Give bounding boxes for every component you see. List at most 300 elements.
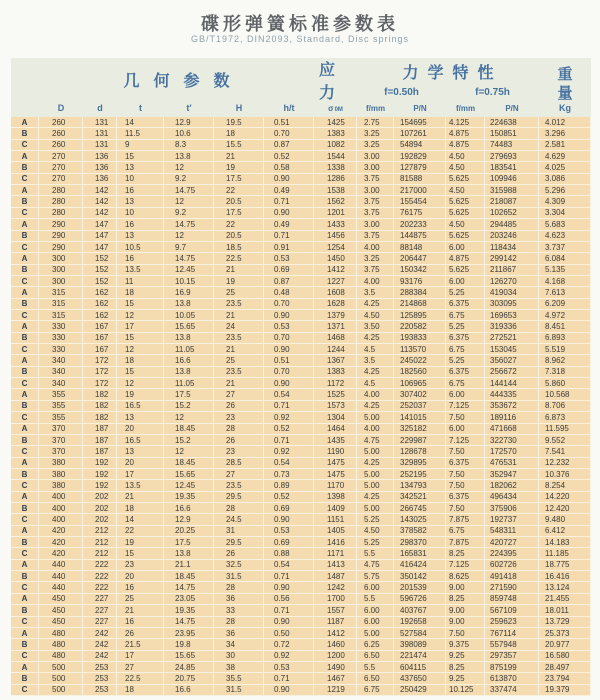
value-cell: 22.5 (214, 253, 264, 264)
value-cell: 182 (83, 389, 117, 400)
value-cell: 297357 (485, 651, 539, 662)
value-cell: 1412 (314, 628, 357, 639)
value-cell: 5.25 (446, 287, 485, 298)
value-cell: 266745 (394, 503, 446, 514)
value-cell: 3.75 (357, 265, 394, 276)
value-cell: 4.972 (539, 310, 591, 321)
value-cell: 557948 (485, 639, 539, 650)
value-cell: 26 (214, 435, 264, 446)
value-cell: 113570 (394, 344, 446, 355)
value-cell: 154695 (394, 117, 446, 128)
value-cell: 74483 (485, 140, 539, 151)
value-cell: 253 (83, 673, 117, 684)
value-cell: 9.7 (164, 242, 214, 253)
group-header-weight-top: 重 (557, 66, 573, 83)
value-cell: 4.5 (357, 378, 394, 389)
series-cell: B (11, 196, 39, 207)
value-cell: 280 (39, 185, 83, 196)
value-cell: 4.00 (357, 389, 394, 400)
value-cell: 491418 (485, 571, 539, 582)
value-cell: 290 (39, 242, 83, 253)
value-cell: 342521 (394, 492, 446, 503)
value-cell: 5.00 (357, 446, 394, 457)
value-cell: 7.875 (446, 537, 485, 548)
value-cell: 315 (39, 287, 83, 298)
value-cell: 4.50 (446, 151, 485, 162)
value-cell: 2.581 (539, 140, 591, 151)
value-cell: 6.00 (357, 582, 394, 593)
value-cell: 1544 (314, 151, 357, 162)
value-cell: 23.794 (539, 673, 591, 684)
value-cell: 3.75 (357, 208, 394, 219)
value-cell: 20.5 (214, 196, 264, 207)
value-cell: 18.45 (164, 458, 214, 469)
series-cell: C (11, 651, 39, 662)
value-cell: 152 (83, 276, 117, 287)
value-cell: 0.92 (264, 412, 314, 423)
value-cell: 202233 (394, 219, 446, 230)
column-header-D: D (57, 103, 65, 113)
value-cell: 13.124 (539, 582, 591, 593)
value-cell: 4.50 (357, 310, 394, 321)
value-cell: 5.135 (539, 265, 591, 276)
value-cell: 0.71 (264, 196, 314, 207)
value-cell: 330 (39, 344, 83, 355)
value-cell: 0.53 (264, 321, 314, 332)
value-cell: 6.50 (357, 651, 394, 662)
disc-spring-table (11, 58, 591, 696)
value-cell: 6.00 (446, 424, 485, 435)
value-cell: 6.00 (357, 605, 394, 616)
value-cell: 1242 (314, 582, 357, 593)
value-cell: 227 (83, 594, 117, 605)
value-cell: 16.6 (164, 355, 214, 366)
value-cell: 15.65 (164, 469, 214, 480)
value-cell: 17.5 (164, 537, 214, 548)
value-cell: 419034 (485, 287, 539, 298)
value-cell: 7.50 (446, 628, 485, 639)
series-cell: A (11, 355, 39, 366)
value-cell: 7.50 (446, 446, 485, 457)
value-cell: 6.75 (446, 526, 485, 537)
value-cell: 6.25 (357, 639, 394, 650)
value-cell: 10.5 (117, 242, 164, 253)
value-cell: 9.00 (446, 582, 485, 593)
value-cell: 859748 (485, 594, 539, 605)
value-cell: 15 (117, 151, 164, 162)
value-cell: 1413 (314, 560, 357, 571)
value-cell: 280 (39, 208, 83, 219)
value-cell: 3.00 (357, 219, 394, 230)
value-cell: 1538 (314, 185, 357, 196)
value-cell: 15 (117, 367, 164, 378)
value-cell: 253 (83, 685, 117, 696)
value-cell: 150342 (394, 265, 446, 276)
value-cell: 28 (214, 424, 264, 435)
value-cell: 203246 (485, 231, 539, 242)
value-cell: 480 (39, 628, 83, 639)
value-cell: 7.613 (539, 287, 591, 298)
table-body (11, 117, 591, 696)
value-cell: 192829 (394, 151, 446, 162)
value-cell: 1562 (314, 196, 357, 207)
value-cell: 16.9 (164, 287, 214, 298)
value-cell: 20.25 (164, 526, 214, 537)
value-cell: 212 (83, 548, 117, 559)
value-cell: 450 (39, 617, 83, 628)
series-cell: C (11, 446, 39, 457)
series-cell: B (11, 265, 39, 276)
value-cell: 107261 (394, 128, 446, 139)
value-cell: 0.50 (264, 628, 314, 639)
value-cell: 1383 (314, 367, 357, 378)
value-cell: 0.51 (264, 117, 314, 128)
value-cell: 353672 (485, 401, 539, 412)
value-cell: 192 (83, 480, 117, 491)
value-cell: 4.309 (539, 196, 591, 207)
column-header-f-mm-050: f/mm (365, 103, 386, 113)
value-cell: 167 (83, 344, 117, 355)
value-cell: 0.53 (264, 253, 314, 264)
group-header-geometry: 几何参数 (123, 73, 244, 90)
value-cell: 18 (117, 287, 164, 298)
value-cell: 1383 (314, 128, 357, 139)
value-cell: 4.875 (446, 140, 485, 151)
value-cell: 400 (39, 492, 83, 503)
series-cell: B (11, 333, 39, 344)
value-cell: 11.5 (117, 128, 164, 139)
value-cell: 7.875 (446, 514, 485, 525)
value-cell: 7.50 (446, 503, 485, 514)
value-cell: 189116 (485, 412, 539, 423)
value-cell: 0.92 (264, 446, 314, 457)
value-cell: 340 (39, 378, 83, 389)
value-cell: 18.5 (214, 242, 264, 253)
value-cell: 1171 (314, 548, 357, 559)
value-cell: 16.5 (117, 435, 164, 446)
value-cell: 3.296 (539, 128, 591, 139)
value-cell: 4.623 (539, 231, 591, 242)
value-cell: 20.5 (214, 231, 264, 242)
value-cell: 0.90 (264, 514, 314, 525)
value-cell: 602726 (485, 560, 539, 571)
series-cell: A (11, 253, 39, 264)
series-cell: A (11, 424, 39, 435)
value-cell: 7.125 (446, 435, 485, 446)
value-cell: 6.893 (539, 333, 591, 344)
value-cell: 1170 (314, 480, 357, 491)
value-cell: 378582 (394, 526, 446, 537)
value-cell: 1371 (314, 321, 357, 332)
value-cell: 192 (83, 458, 117, 469)
value-cell: 21.1 (164, 560, 214, 571)
value-cell: 12 (164, 412, 214, 423)
value-cell: 5.25 (446, 355, 485, 366)
value-cell: 3.25 (357, 253, 394, 264)
value-cell: 370 (39, 435, 83, 446)
series-cell: C (11, 548, 39, 559)
value-cell: 1367 (314, 355, 357, 366)
value-cell: 1398 (314, 492, 357, 503)
value-cell: 1409 (314, 503, 357, 514)
value-cell: 4.50 (357, 526, 394, 537)
value-cell: 1475 (314, 458, 357, 469)
value-cell: 0.70 (264, 367, 314, 378)
value-cell: 0.90 (264, 617, 314, 628)
value-cell: 102652 (485, 208, 539, 219)
value-cell: 136 (83, 162, 117, 173)
value-cell: 15 (117, 299, 164, 310)
value-cell: 6.75 (446, 310, 485, 321)
value-cell: 1254 (314, 242, 357, 253)
value-cell: 1338 (314, 162, 357, 173)
value-cell: 270 (39, 174, 83, 185)
value-cell: 4.50 (446, 162, 485, 173)
value-cell: 131 (83, 140, 117, 151)
value-cell: 172 (83, 367, 117, 378)
value-cell: 81588 (394, 174, 446, 185)
value-cell: 192658 (394, 617, 446, 628)
value-cell: 270 (39, 162, 83, 173)
value-cell: 18 (117, 685, 164, 696)
value-cell: 260 (39, 128, 83, 139)
value-cell: 0.90 (264, 208, 314, 219)
value-cell: 54894 (394, 140, 446, 151)
value-cell: 1435 (314, 435, 357, 446)
value-cell: 355 (39, 412, 83, 423)
group-header-weight-bottom: 量 (557, 85, 573, 102)
value-cell: 596726 (394, 594, 446, 605)
value-cell: 3.75 (357, 196, 394, 207)
value-cell: 9.480 (539, 514, 591, 525)
value-cell: 1425 (314, 117, 357, 128)
value-cell: 19 (214, 162, 264, 173)
series-cell: C (11, 480, 39, 491)
series-cell: A (11, 219, 39, 230)
value-cell: 16.580 (539, 651, 591, 662)
value-cell: 8.451 (539, 321, 591, 332)
value-cell: 23.5 (214, 480, 264, 491)
value-cell: 13 (117, 446, 164, 457)
value-cell: 152 (83, 253, 117, 264)
value-cell: 1082 (314, 140, 357, 151)
value-cell: 21 (214, 310, 264, 321)
value-cell: 10.568 (539, 389, 591, 400)
value-cell: 10.376 (539, 469, 591, 480)
value-cell: 5.25 (357, 537, 394, 548)
value-cell: 416424 (394, 560, 446, 571)
value-cell: 12 (164, 162, 214, 173)
value-cell: 192 (83, 469, 117, 480)
value-cell: 21.5 (117, 639, 164, 650)
value-cell: 4.25 (357, 333, 394, 344)
series-cell: C (11, 685, 39, 696)
value-cell: 0.90 (264, 685, 314, 696)
value-cell: 15.65 (164, 321, 214, 332)
value-cell: 20 (117, 458, 164, 469)
value-cell: 23.05 (164, 594, 214, 605)
value-cell: 183541 (485, 162, 539, 173)
value-cell: 23 (214, 446, 264, 457)
value-cell: 500 (39, 662, 83, 673)
value-cell: 355 (39, 389, 83, 400)
value-cell: 227 (83, 617, 117, 628)
value-cell: 250429 (394, 685, 446, 696)
value-cell: 218087 (485, 196, 539, 207)
value-cell: 162 (83, 310, 117, 321)
value-cell: 6.375 (446, 458, 485, 469)
value-cell: 0.71 (264, 435, 314, 446)
value-cell: 1608 (314, 287, 357, 298)
value-cell: 106965 (394, 378, 446, 389)
series-cell: A (11, 458, 39, 469)
value-cell: 21 (214, 265, 264, 276)
value-cell: 17.5 (214, 174, 264, 185)
value-cell: 356027 (485, 355, 539, 366)
value-cell: 8.706 (539, 401, 591, 412)
value-cell: 1190 (314, 446, 357, 457)
value-cell: 0.56 (264, 594, 314, 605)
value-cell: 136 (83, 151, 117, 162)
value-cell: 420 (39, 548, 83, 559)
value-cell: 0.52 (264, 492, 314, 503)
value-cell: 19.379 (539, 685, 591, 696)
value-cell: 16.6 (164, 685, 214, 696)
value-cell: 18.45 (164, 571, 214, 582)
value-cell: 6.873 (539, 412, 591, 423)
value-cell: 187 (83, 435, 117, 446)
value-cell: 38 (214, 662, 264, 673)
series-cell: C (11, 208, 39, 219)
value-cell: 4.50 (446, 219, 485, 230)
value-cell: 13.8 (164, 151, 214, 162)
value-cell: 5.00 (357, 628, 394, 639)
value-cell: 0.72 (264, 639, 314, 650)
value-cell: 10 (117, 174, 164, 185)
value-cell: 13.5 (117, 480, 164, 491)
value-cell: 4.00 (357, 424, 394, 435)
value-cell: 0.54 (264, 458, 314, 469)
value-cell: 260 (39, 117, 83, 128)
page-subtitle: GB/T1972, DIN2093, Standard, Disc springs (190, 34, 410, 44)
value-cell: 300 (39, 265, 83, 276)
value-cell: 280 (39, 196, 83, 207)
value-cell: 109946 (485, 174, 539, 185)
value-cell: 375906 (485, 503, 539, 514)
value-cell: 23.95 (164, 628, 214, 639)
value-cell: 12.232 (539, 458, 591, 469)
value-cell: 0.69 (264, 265, 314, 276)
value-cell: 0.73 (264, 469, 314, 480)
value-cell: 224638 (485, 117, 539, 128)
value-cell: 4.012 (539, 117, 591, 128)
value-cell: 182 (83, 412, 117, 423)
value-cell: 0.90 (264, 378, 314, 389)
value-cell: 22 (214, 185, 264, 196)
value-cell: 480 (39, 651, 83, 662)
value-cell: 162 (83, 299, 117, 310)
value-cell: 201539 (394, 582, 446, 593)
value-cell: 18.775 (539, 560, 591, 571)
value-cell: 12 (164, 196, 214, 207)
value-cell: 192737 (485, 514, 539, 525)
series-cell: B (11, 231, 39, 242)
value-cell: 28 (214, 617, 264, 628)
value-cell: 182560 (394, 367, 446, 378)
value-cell: 270 (39, 151, 83, 162)
value-cell: 187 (83, 424, 117, 435)
value-cell: 19.8 (164, 639, 214, 650)
value-cell: 8.25 (446, 548, 485, 559)
value-cell: 21.455 (539, 594, 591, 605)
value-cell: 16 (117, 582, 164, 593)
value-cell: 13.8 (164, 299, 214, 310)
value-cell: 355 (39, 401, 83, 412)
value-cell: 217000 (394, 185, 446, 196)
value-cell: 0.89 (264, 480, 314, 491)
value-cell: 480 (39, 639, 83, 650)
value-cell: 4.125 (446, 117, 485, 128)
value-cell: 131 (83, 117, 117, 128)
value-cell: 4.25 (357, 367, 394, 378)
value-cell: 5.00 (357, 412, 394, 423)
value-cell: 35.5 (214, 673, 264, 684)
value-cell: 27 (214, 389, 264, 400)
value-cell: 21 (214, 378, 264, 389)
value-cell: 4.25 (357, 492, 394, 503)
value-cell: 8.254 (539, 480, 591, 491)
value-cell: 118434 (485, 242, 539, 253)
value-cell: 3.086 (539, 174, 591, 185)
series-cell: B (11, 503, 39, 514)
value-cell: 25.373 (539, 628, 591, 639)
value-cell: 167 (83, 333, 117, 344)
column-header-d: d (97, 103, 103, 113)
value-cell: 0.53 (264, 662, 314, 673)
page-title: 碟形弹簧标准参数表 (201, 14, 399, 34)
value-cell: 5.25 (357, 514, 394, 525)
value-cell: 4.25 (357, 458, 394, 469)
value-cell: 380 (39, 469, 83, 480)
value-cell: 16 (117, 617, 164, 628)
value-cell: 8.625 (446, 571, 485, 582)
value-cell: 6.00 (446, 276, 485, 287)
value-cell: 23.5 (214, 367, 264, 378)
value-cell: 20.75 (164, 673, 214, 684)
value-cell: 29.5 (214, 537, 264, 548)
value-cell: 24.5 (214, 514, 264, 525)
value-cell: 32.5 (214, 560, 264, 571)
value-cell: 0.71 (264, 673, 314, 684)
value-cell: 8.3 (164, 140, 214, 151)
value-cell: 28 (214, 582, 264, 593)
value-cell: 1487 (314, 571, 357, 582)
series-cell: C (11, 412, 39, 423)
value-cell: 21 (214, 151, 264, 162)
value-cell: 17.5 (214, 208, 264, 219)
value-cell: 1151 (314, 514, 357, 525)
value-cell: 340 (39, 367, 83, 378)
value-cell: 20 (117, 424, 164, 435)
value-cell: 3.737 (539, 242, 591, 253)
value-cell: 13.8 (164, 548, 214, 559)
value-cell: 23 (214, 412, 264, 423)
value-cell: 220582 (394, 321, 446, 332)
value-cell: 12.9 (164, 117, 214, 128)
value-cell: 224395 (485, 548, 539, 559)
value-cell: 5.5 (357, 662, 394, 673)
value-cell: 23 (117, 560, 164, 571)
